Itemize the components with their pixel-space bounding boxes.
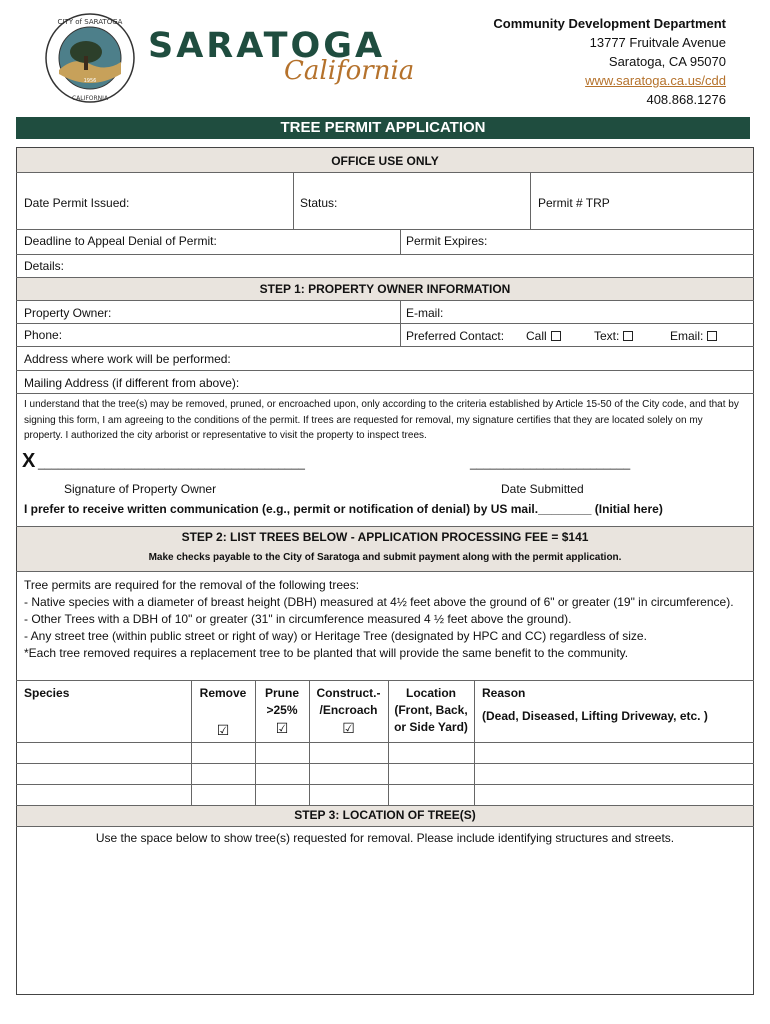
work-address-label: Address where work will be performed: <box>24 352 231 366</box>
date-line[interactable]: ________________________ <box>470 456 631 470</box>
phone-label: Phone: <box>24 328 63 342</box>
col-location-sub1: (Front, Back, <box>394 703 468 717</box>
website-link[interactable]: www.saratoga.ca.us/cdd <box>585 73 726 88</box>
requirement-other: - Other Trees with a DBH of 10" or greater (31" in circumference measured 4 ½ feet above the ground). <box>24 612 572 626</box>
date-issued-label: Date Permit Issued: <box>24 196 130 210</box>
contact-email-option[interactable] <box>670 329 717 343</box>
tree-requirements <box>24 577 740 662</box>
permit-number-label: Permit # TRP <box>538 196 610 210</box>
details-label: Details: <box>24 259 65 273</box>
step2-heading: STEP 2: LIST TREES BELOW - APPLICATION PROCESSING FEE = $141 <box>181 530 589 544</box>
construct-check-icon: ☑ <box>342 720 355 736</box>
tree-row-3[interactable] <box>17 785 753 805</box>
col-reason-sub: (Dead, Diseased, Lifting Driveway, etc. ) <box>482 709 708 723</box>
phone-number: 408.868.1276 <box>646 92 726 107</box>
call-label: Call <box>526 329 547 343</box>
appeal-deadline-label: Deadline to Appeal Denial of Permit: <box>24 234 217 248</box>
status-label: Status: <box>300 196 338 210</box>
seal-text-bottom: CALIFORNIA <box>71 95 109 102</box>
requirement-replacement: *Each tree removed requires a replacement tree to be planted that will provide the same benefit to the community. <box>24 646 629 660</box>
col-prune-sub: >25% <box>266 703 298 717</box>
address-line-2: Saratoga, CA 95070 <box>608 54 726 69</box>
col-location: Location <box>406 686 456 700</box>
dept-name: Community Development Department <box>493 16 726 31</box>
signature-label: Signature of Property Owner <box>64 482 217 496</box>
requirement-street: - Any street tree (within public street or right of way) or Heritage Tree (designated by HPC and CC) regardless of size. <box>24 629 647 643</box>
date-submitted-label: Date Submitted <box>501 482 584 496</box>
contact-call-option[interactable] <box>526 329 561 343</box>
col-species: Species <box>24 686 70 700</box>
email-checkbox[interactable] <box>707 331 717 341</box>
text-label: Text: <box>594 329 620 343</box>
prune-check-icon: ☑ <box>275 720 289 736</box>
tree-location-sketch-area[interactable] <box>17 850 753 994</box>
step3-instructions: Use the space below to show tree(s) requested for removal. Please include identifying structures and streets. <box>95 831 675 845</box>
california-script: California <box>284 56 415 86</box>
col-reason: Reason <box>482 686 526 700</box>
permit-expires-label: Permit Expires: <box>406 234 488 248</box>
requirement-native: - Native species with a diameter of breast height (DBH) measured at 4½ feet above the ground of 6" or greater (19" in circumference). <box>24 595 734 609</box>
step1-heading: STEP 1: PROPERTY OWNER INFORMATION <box>259 282 511 296</box>
signature-line[interactable]: ________________________________________ <box>38 456 305 470</box>
col-location-sub2: or Side Yard) <box>394 720 468 734</box>
office-heading: OFFICE USE ONLY <box>331 154 439 168</box>
address-line-1: 13777 Fruitvale Avenue <box>589 35 726 50</box>
written-communication-preference: I prefer to receive written communication (e.g., permit or notification of denial) by US mail.________ (Initial here) <box>24 502 663 516</box>
seal-year: 1956 <box>83 78 97 84</box>
step2-subheading: Make checks payable to the City of Saratoga and submit payment along with the permit application. <box>148 552 622 563</box>
email-label: E-mail: <box>406 306 444 320</box>
requirement-intro: Tree permits are required for the removal of the following trees: <box>24 578 360 592</box>
call-checkbox[interactable] <box>551 331 561 341</box>
contact-text-option[interactable] <box>594 329 633 343</box>
signature-x: X <box>22 450 36 472</box>
remove-check-icon: ☑ <box>216 722 230 738</box>
tree-row-1[interactable] <box>17 743 753 763</box>
contact-block <box>493 14 726 109</box>
email-option-label: Email: <box>670 329 704 343</box>
saratoga-wordmark: SARATOGA <box>148 26 386 66</box>
city-seal-logo <box>44 12 136 104</box>
step3-heading: STEP 3: LOCATION OF TREE(S) <box>294 808 476 822</box>
form-title: TREE PERMIT APPLICATION <box>16 117 750 139</box>
mailing-address-label: Mailing Address (if different from above): <box>24 376 240 390</box>
tree-row-2[interactable] <box>17 764 753 784</box>
col-prune: Prune <box>264 686 299 700</box>
consent-statement: I understand that the tree(s) may be removed, pruned, or encroached upon, only according to the criteria established by Article 15-50 of the City code, and that by signing this form, I am agreeing to the conditions of the permit. If trees are requested for removal, my signature certifies that they are located solely on my property. I authorized the city arborist or representative to visit the property to inspect trees. <box>24 399 739 441</box>
seal-text-top: CITY of SARATOGA <box>57 18 123 26</box>
col-construct: Construct.- <box>316 686 381 700</box>
property-owner-label: Property Owner: <box>24 306 112 320</box>
preferred-contact-label: Preferred Contact: <box>406 329 505 343</box>
text-checkbox[interactable] <box>623 331 633 341</box>
col-remove: Remove <box>199 686 247 700</box>
col-construct-sub: /Encroach <box>319 703 378 717</box>
